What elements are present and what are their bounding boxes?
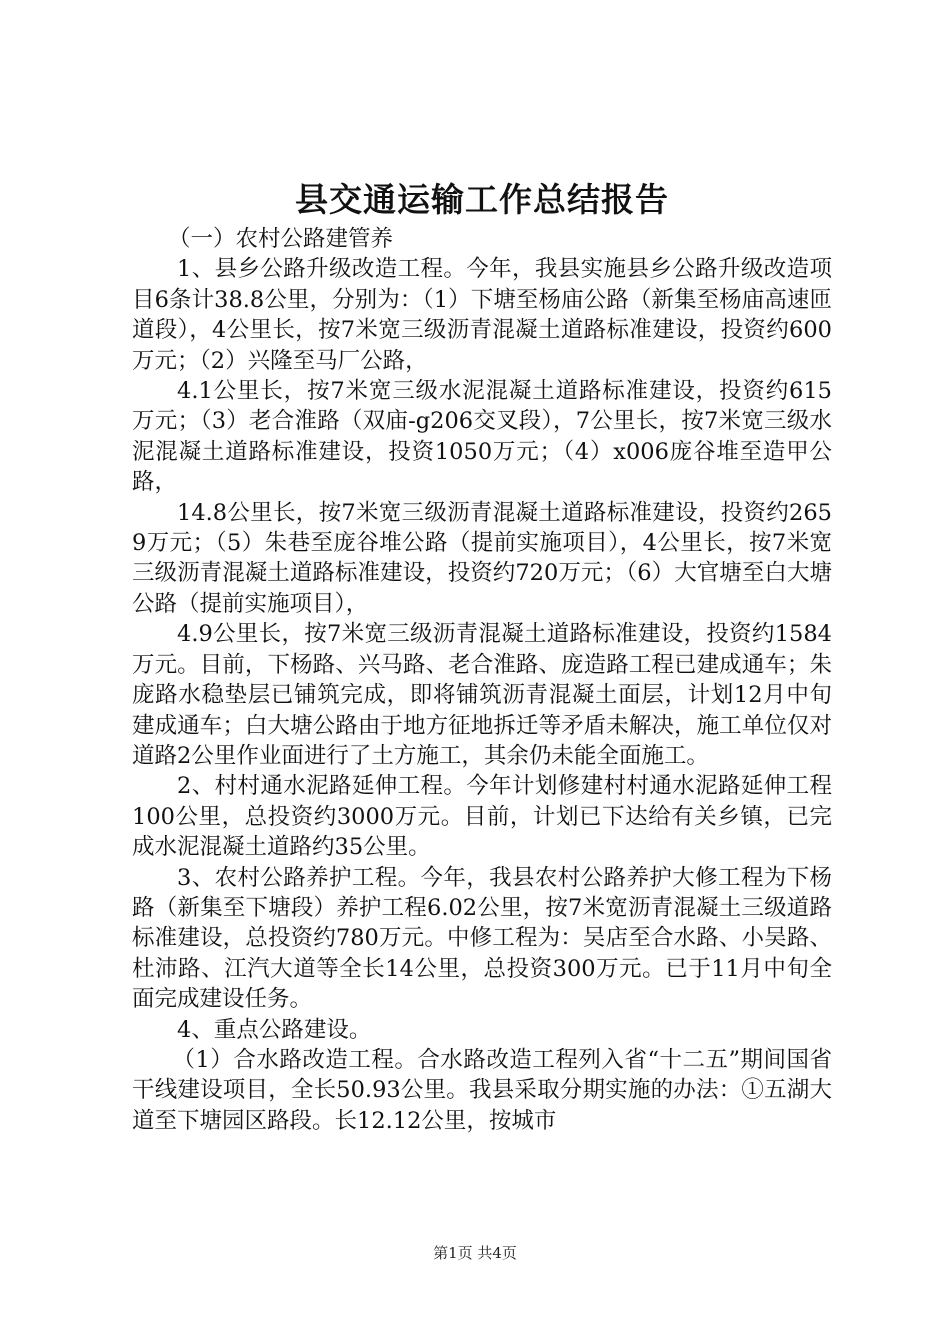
section-heading: （一）农村公路建管养 <box>168 226 394 252</box>
body-paragraph: 4、重点公路建设。 <box>177 1016 372 1043</box>
document-page <box>132 180 832 1136</box>
document-title: 县交通运输工作总结报告 <box>295 180 669 219</box>
body-paragraph: 14.8公里长，按7米宽三级沥青混凝土道路标准建设，投资约2659万元；（5）朱巷至庞谷堆公路（提前实施项目），4公里长，按7米宽三级沥青混凝土道路标准建设，投资约720万元；（6）大官塘至白大塘公路（提前实施项目）， <box>132 499 832 617</box>
body-paragraph: 4.1公里长，按7米宽三级水泥混凝土道路标准建设，投资约615万元；（3）老合淮路（双庙-g206交叉段），7公里长，按7米宽三级水泥混凝土道路标准建设，投资1050万元；（4）x006庞谷堆至造甲公路， <box>132 378 832 496</box>
body-paragraph: 4.9公里长，按7米宽三级沥青混凝土道路标准建设，投资约1584万元。目前，下杨路、兴马路、老合淮路、庞造路工程已建成通车；朱庞路水稳垫层已铺筑完成，即将铺筑沥青混凝土面层，计划12月中旬建成通车；白大塘公路由于地方征地拆迁等矛盾未解决，施工单位仅对道路2公里作业面进行了土方施工，其余仍未能全面施工。 <box>132 621 832 769</box>
page-footer: 第1页 共4页 <box>433 1244 517 1262</box>
body-paragraph: 1、县乡公路升级改造工程。今年，我县实施县乡公路升级改造项目6条计38.8公里，分别为：（1）下塘至杨庙公路（新集至杨庙高速匝道段），4公里长，按7米宽三级沥青混凝土道路标准建设，投资约600万元；（2）兴隆至马厂公路， <box>132 256 832 374</box>
body-paragraph: （1）合水路改造工程。合水路改造工程列入省“十二五”期间国省干线建设项目，全长50.93公里。我县采取分期实施的办法：①五湖大道至下塘园区路段。长12.12公里，按城市 <box>132 1046 832 1134</box>
body-paragraph: 2、村村通水泥路延伸工程。今年计划修建村村通水泥路延伸工程100公里，总投资约3000万元。目前，计划已下达给有关乡镇，已完成水泥混凝土道路约35公里。 <box>132 773 832 861</box>
body-paragraph: 3、农村公路养护工程。今年，我县农村公路养护大修工程为下杨路（新集至下塘段）养护工程6.02公里，按7米宽沥青混凝土三级道路标准建设，总投资约780万元。中修工程为：吴店至合水路、小吴路、杜沛路、江汽大道等全长14公里，总投资300万元。已于11月中旬全面完成建设任务。 <box>132 864 832 1013</box>
